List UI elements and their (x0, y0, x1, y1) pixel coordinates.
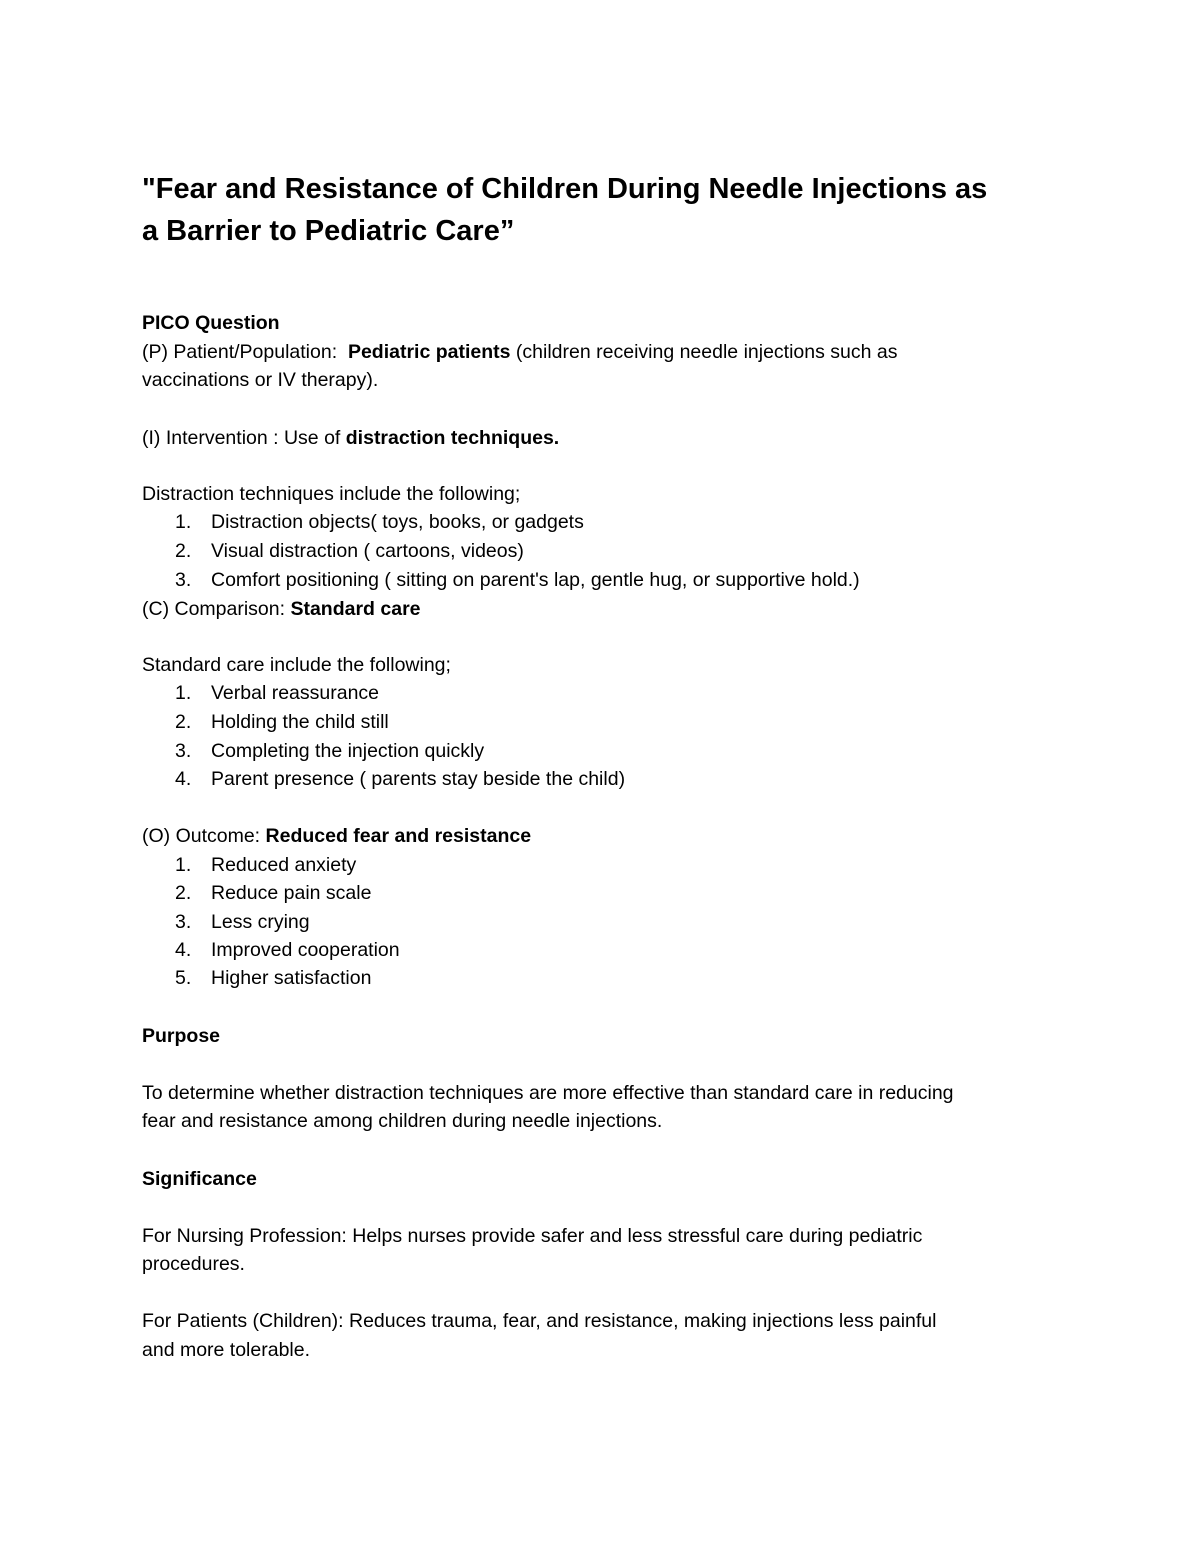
title-line-1: "Fear and Resistance of Children During Needle Injections as (142, 173, 988, 205)
outcome-label: (O) Outcome: (142, 825, 266, 847)
comparison-line (142, 595, 421, 623)
intervention-line (142, 424, 559, 452)
standard-intro: Standard care include the following; (142, 654, 451, 676)
title-line-2: a Barrier to Pediatric Care” (142, 215, 515, 247)
outcome-line (142, 822, 531, 850)
outcome-value: Reduced fear and resistance (265, 825, 532, 847)
pico-heading: PICO Question (142, 312, 280, 334)
population-line (142, 338, 897, 366)
significance-nursing-line-2: procedures. (142, 1253, 245, 1275)
significance-patients-line-2: and more tolerable. (142, 1339, 311, 1361)
distraction-intro: Distraction techniques include the following; (142, 483, 521, 505)
document-title (142, 168, 1082, 252)
intervention-value: distraction techniques. (345, 427, 560, 449)
significance-nursing-line-1: For Nursing Profession: Helps nurses provide safer and less stressful care during pediatric (142, 1225, 923, 1247)
intervention-label: (I) Intervention : Use of (142, 427, 346, 449)
purpose-heading: Purpose (142, 1025, 221, 1047)
comparison-value: Standard care (290, 598, 421, 620)
population-detail: (children receiving needle injections such as (510, 341, 898, 363)
significance-heading: Significance (142, 1168, 257, 1190)
population-line-2: vaccinations or IV therapy). (142, 369, 379, 391)
purpose-text-line-1: To determine whether distraction techniques are more effective than standard care in reducing (142, 1082, 954, 1104)
comparison-label: (C) Comparison: (142, 598, 291, 620)
significance-patients-line-1: For Patients (Children): Reduces trauma, fear, and resistance, making injections less painful (142, 1310, 937, 1332)
population-label: (P) Patient/Population: (142, 341, 348, 363)
population-value: Pediatric patients (347, 341, 511, 363)
purpose-text-line-2: fear and resistance among children during needle injections. (142, 1110, 663, 1132)
